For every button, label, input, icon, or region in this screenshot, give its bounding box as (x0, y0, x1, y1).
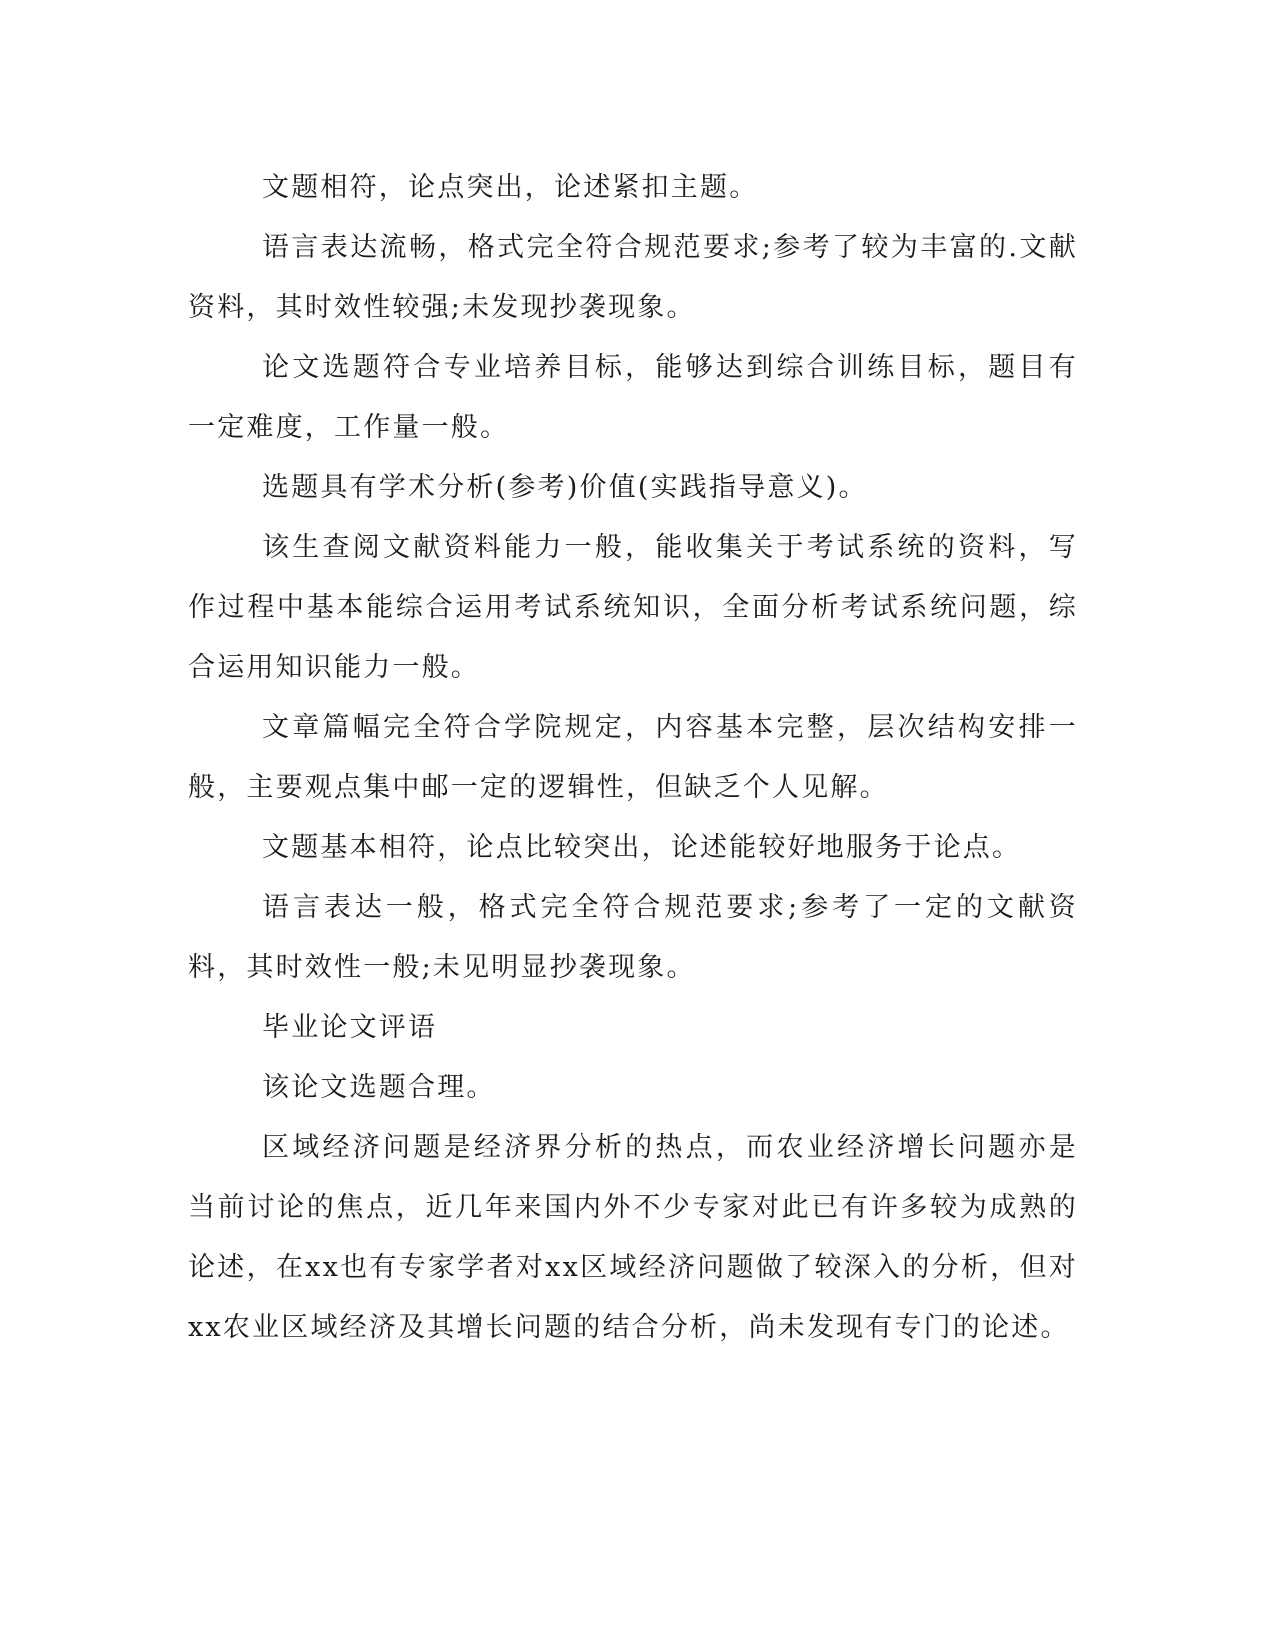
paragraph-1: 文题相符，论点突出，论述紧扣主题。 (262, 172, 759, 203)
paragraph-4: 选题具有学术分析(参考)价值(实践指导意义)。 (262, 472, 868, 503)
paragraph-5: 该生查阅文献资料能力一般，能收集关于考试系统的资料，写作过程中基本能综合运用考试系统知识，全面分析考试系统问题，综合运用知识能力一般。 (188, 532, 1078, 683)
document-body (188, 158, 1078, 1358)
paragraph-7: 文题基本相符，论点比较突出，论述能较好地服务于论点。 (262, 832, 1022, 863)
paragraph-3: 论文选题符合专业培养目标，能够达到综合训练目标，题目有一定难度，工作量一般。 (188, 352, 1078, 443)
paragraph-2: 语言表达流畅，格式完全符合规范要求;参考了较为丰富的.文献资料，其时效性较强;未发现抄袭现象。 (188, 232, 1078, 323)
paragraph-11: 区域经济问题是经济界分析的热点，而农业经济增长问题亦是当前讨论的焦点，近几年来国内外不少专家对此已有许多较为成熟的论述，在xx也有专家学者对xx区域经济问题做了较深入的分析，但对xx农业区域经济及其增长问题的结合分析，尚未发现有专门的论述。 (188, 1132, 1078, 1343)
section-heading: 毕业论文评语 (262, 1012, 438, 1043)
paragraph-10: 该论文选题合理。 (262, 1072, 496, 1103)
paragraph-6: 文章篇幅完全符合学院规定，内容基本完整，层次结构安排一般，主要观点集中邮一定的逻辑性，但缺乏个人见解。 (188, 712, 1078, 803)
paragraph-8: 语言表达一般，格式完全符合规范要求;参考了一定的文献资料，其时效性一般;未见明显抄袭现象。 (188, 892, 1078, 983)
